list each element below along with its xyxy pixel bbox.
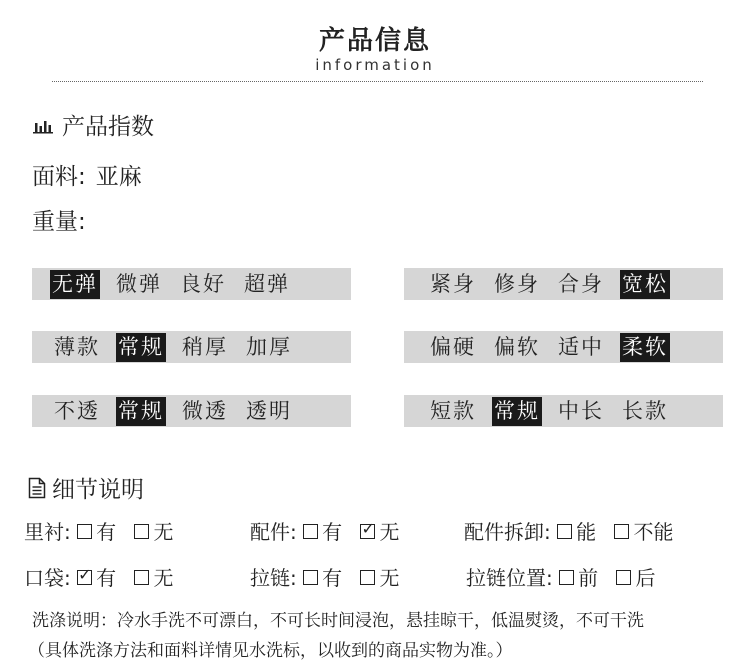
bar-chart-icon: [32, 116, 54, 134]
pocket-no-label: 无: [153, 566, 174, 590]
thickness-option: 加厚: [246, 334, 292, 359]
transparency-option: 透明: [246, 398, 292, 423]
pocket-yes-label: 有: [96, 566, 117, 590]
length-option: 短款: [430, 398, 476, 423]
pocket-no-checkbox[interactable]: [134, 570, 149, 585]
removable-no-label: 不能: [633, 520, 674, 544]
accessory-yes-label: 有: [322, 520, 343, 544]
removable-yes-label: 能: [576, 520, 597, 544]
elasticity-option: 微弹: [116, 271, 162, 296]
pocket-label: 口袋:: [24, 566, 71, 590]
lining-row: [24, 516, 173, 545]
transparency-scale: [32, 395, 351, 427]
accessory-yes-checkbox[interactable]: [303, 524, 318, 539]
transparency-option: 常规: [116, 397, 166, 426]
accessory-removable-row: [464, 516, 673, 545]
softness-option: 柔软: [620, 333, 670, 362]
zipper-back-checkbox[interactable]: [616, 570, 631, 585]
fit-option: 合身: [558, 271, 604, 296]
transparency-option: 微透: [182, 398, 228, 423]
pocket-row: [24, 562, 173, 591]
thickness-option: 薄款: [54, 334, 100, 359]
zipper-front-label: 前: [578, 566, 599, 590]
removable-no-checkbox[interactable]: [614, 524, 629, 539]
document-icon: [28, 477, 46, 499]
pocket-yes-checkbox[interactable]: [77, 570, 92, 585]
zipper-no-checkbox[interactable]: [360, 570, 375, 585]
softness-option: 适中: [558, 334, 604, 359]
elasticity-option: 良好: [180, 271, 226, 296]
wash-instructions: 洗涤说明：冷水手洗不可漂白，不可长时间浸泡，悬挂晾干，低温熨烫，不可干洗: [32, 611, 644, 631]
zipper-label: 拉链:: [250, 566, 297, 590]
transparency-option: 不透: [54, 398, 100, 423]
weight-label: 重量:: [32, 209, 86, 235]
elasticity-option: 超弹: [244, 271, 290, 296]
fit-option: 宽松: [620, 270, 670, 299]
elasticity-option: 无弹: [50, 270, 100, 299]
wash-note: （具体洗涤方法和面料详情见水洗标，以收到的商品实物为准。）: [28, 641, 513, 661]
zipper-yes-label: 有: [322, 566, 343, 590]
softness-option: 偏硬: [430, 334, 476, 359]
fabric-value: 亚麻: [95, 164, 142, 190]
lining-no-checkbox[interactable]: [134, 524, 149, 539]
accessory-row: [250, 516, 399, 545]
thickness-option: 稍厚: [182, 334, 228, 359]
softness-option: 偏软: [494, 334, 540, 359]
removable-yes-checkbox[interactable]: [557, 524, 572, 539]
zipper-back-label: 后: [635, 566, 656, 590]
weight-row: [32, 203, 86, 236]
fit-option: 紧身: [430, 271, 476, 296]
length-option: 中长: [558, 398, 604, 423]
length-scale: [404, 395, 723, 427]
index-section-header: [32, 108, 154, 141]
zipper-no-label: 无: [379, 566, 400, 590]
details-section-header: [28, 471, 144, 504]
softness-scale: [404, 331, 723, 363]
fabric-row: [32, 158, 142, 191]
lining-yes-checkbox[interactable]: [77, 524, 92, 539]
accessory-no-checkbox[interactable]: [360, 524, 375, 539]
index-section-title: 产品指数: [62, 114, 154, 140]
details-section-title: 细节说明: [52, 477, 144, 503]
accessory-no-label: 无: [379, 520, 400, 544]
zipper-position-label: 拉链位置:: [466, 566, 553, 590]
zipper-position-row: [466, 562, 655, 591]
length-option: 常规: [492, 397, 542, 426]
zipper-yes-checkbox[interactable]: [303, 570, 318, 585]
accessory-removable-label: 配件拆卸:: [464, 520, 551, 544]
length-option: 长款: [622, 398, 668, 423]
thickness-option: 常规: [116, 333, 166, 362]
elasticity-scale: [32, 268, 351, 300]
lining-yes-label: 有: [96, 520, 117, 544]
fit-scale: [404, 268, 723, 300]
lining-no-label: 无: [153, 520, 174, 544]
fit-option: 修身: [494, 271, 540, 296]
accessory-label: 配件:: [250, 520, 297, 544]
thickness-scale: [32, 331, 351, 363]
page-title: 产品信息: [318, 26, 431, 56]
page-subtitle: information: [315, 56, 435, 74]
dotted-divider: [52, 81, 703, 82]
zipper-front-checkbox[interactable]: [559, 570, 574, 585]
zipper-row: [250, 562, 399, 591]
fabric-label: 面料:: [32, 164, 86, 190]
lining-label: 里衬:: [24, 520, 71, 544]
